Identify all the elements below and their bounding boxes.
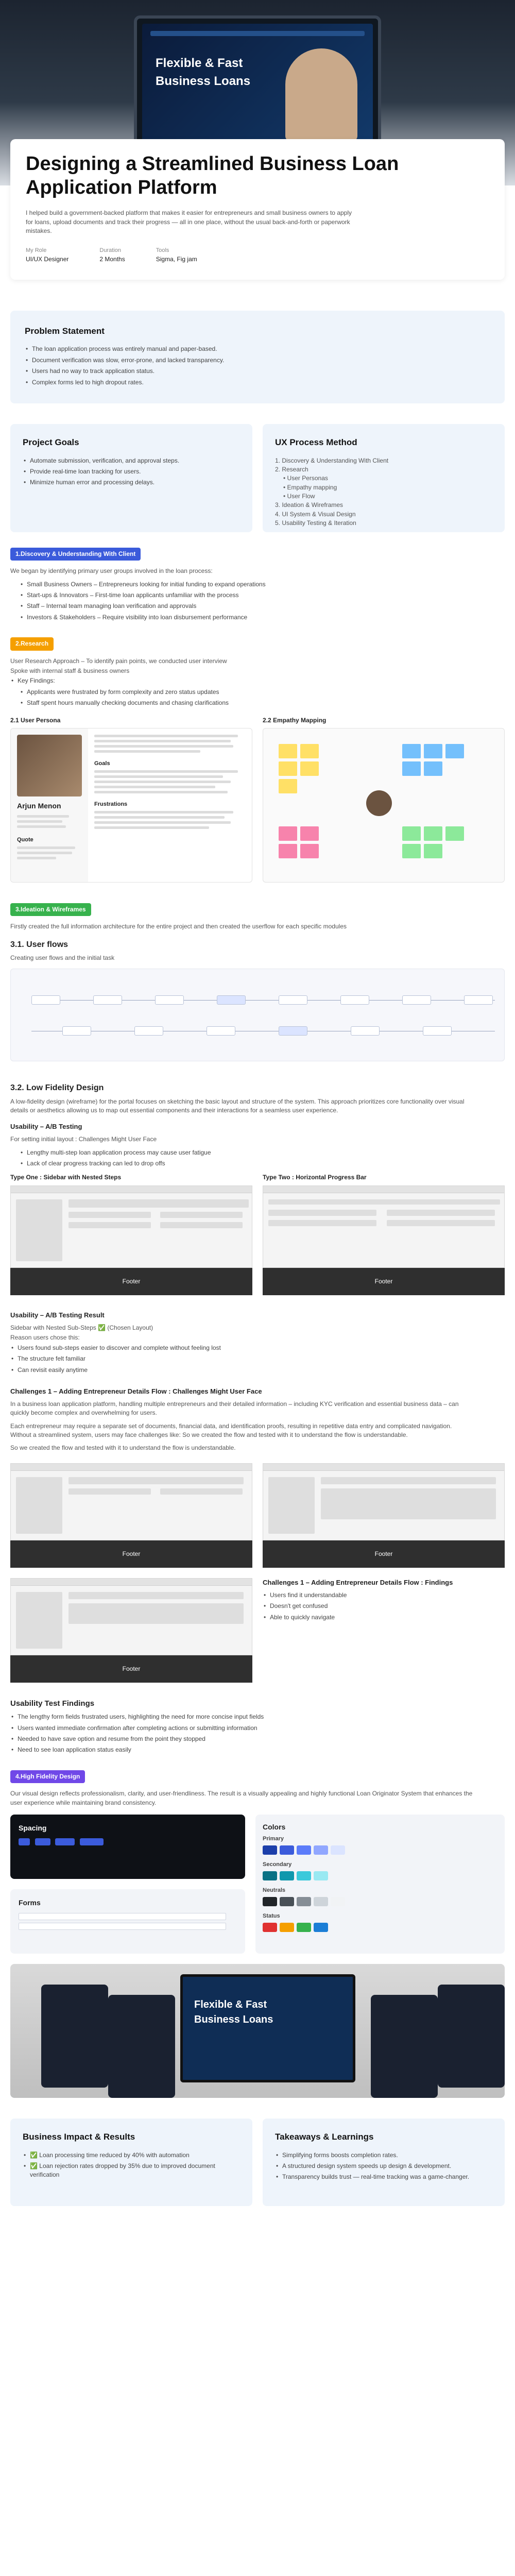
title-card — [10, 139, 505, 280]
persona-right — [88, 728, 252, 882]
list-item: • The loan application process was entirely manual and paper-based. — [25, 345, 490, 353]
wireframe-frame — [263, 1463, 505, 1540]
list-item: • Staff spent hours manually checking documents and chasing clarifications — [20, 699, 505, 707]
ab-text: For setting initial layout : Challenges Might User Face — [10, 1136, 157, 1143]
wireframe-topbar — [11, 1579, 252, 1586]
meta-duration — [99, 247, 125, 264]
goals-heading: Project Goals — [23, 437, 79, 447]
challenge-findings-heading: Challenges 1 – Adding Entrepreneur Details Flow : Findings — [263, 1579, 453, 1587]
process-item: 3. Ideation & Wireframes — [275, 501, 344, 509]
text-line — [94, 826, 209, 829]
color-group-label: Primary — [263, 1836, 284, 1842]
sticky-note — [424, 744, 442, 758]
wireframe-block — [160, 1222, 243, 1228]
problem-list — [25, 345, 490, 387]
list-item: • Automate submission, verification, and approval steps. — [23, 456, 240, 465]
goals-box — [10, 424, 252, 532]
style-guide-row — [10, 1815, 505, 1954]
flow-node — [155, 995, 184, 1005]
takeaways-heading: Takeaways & Learnings — [275, 2131, 374, 2142]
ab-result-heading: Usability – A/B Testing Result — [10, 1311, 105, 1319]
flow-node — [402, 995, 431, 1005]
meta-value: UI/UX Designer — [26, 256, 69, 263]
list-item: • The lengthy form fields frustrated users, highlighting the need for more concise input fields — [10, 1713, 505, 1721]
wireframe-footer: Footer — [10, 1540, 252, 1568]
sticky-note — [445, 826, 464, 841]
text-line — [94, 745, 233, 748]
text-line — [94, 750, 200, 753]
ideation-pill: 3.Ideation & Wireframes — [10, 903, 91, 916]
colors-panel — [255, 1815, 505, 1954]
flow-node — [93, 995, 122, 1005]
sticky-note — [279, 779, 297, 793]
process-item: • User Personas — [283, 474, 328, 482]
process-item: 2. Research — [275, 465, 308, 473]
meta-value: 2 Months — [99, 256, 125, 263]
spacing-swatch — [80, 1838, 104, 1845]
discovery-list — [10, 580, 505, 622]
ab-result-list — [10, 1344, 505, 1375]
sticky-note — [402, 761, 421, 776]
persona-name: Arjun Menon — [17, 801, 61, 810]
list-item: • Can revisit easily anytime — [10, 1366, 505, 1375]
color-group-label: Status — [263, 1912, 280, 1919]
wireframe-block — [387, 1210, 495, 1216]
flow-node — [464, 995, 493, 1005]
color-swatch — [331, 1845, 345, 1855]
flow-node — [351, 1026, 380, 1036]
color-swatch — [297, 1845, 311, 1855]
color-group-label: Neutrals — [263, 1887, 286, 1893]
persona-left — [11, 728, 88, 882]
takeaways-list — [275, 2151, 492, 2182]
list-item: • Provide real-time loan tracking for users. — [23, 467, 240, 476]
wireframe-sidebar — [16, 1592, 62, 1649]
sticky-note — [300, 761, 319, 776]
wireframe-topbar — [11, 1464, 252, 1471]
screen-person-image — [285, 48, 357, 141]
wireframe-sidebar — [268, 1477, 315, 1534]
ab-wireframes-row — [10, 1173, 505, 1295]
process-heading: UX Process Method — [275, 437, 357, 447]
text-line — [94, 775, 223, 778]
color-swatch — [314, 1871, 328, 1880]
sticky-note — [424, 761, 442, 776]
challenge-wireframes-row — [10, 1463, 505, 1568]
mockup-device — [371, 1995, 438, 2098]
sticky-note — [279, 744, 297, 758]
challenge-findings — [263, 1578, 505, 1683]
persona-card — [10, 728, 252, 883]
ideation-section — [0, 903, 515, 1755]
list-item: • Users find it understandable — [263, 1591, 505, 1600]
wireframe-frame — [263, 1185, 505, 1268]
persona-photo — [17, 735, 82, 796]
color-swatch — [263, 1871, 277, 1880]
takeaways-box — [263, 2119, 505, 2206]
flow-node — [62, 1026, 91, 1036]
text-line — [94, 791, 228, 793]
list-item: • ✅ Loan processing time reduced by 40% with automation — [23, 2151, 240, 2160]
text-line — [94, 735, 238, 737]
list-item: • Users had no way to track application status. — [25, 367, 490, 376]
flow-node — [340, 995, 369, 1005]
goals-list — [23, 456, 240, 487]
wireframe-block — [268, 1220, 376, 1226]
sticky-note — [424, 844, 442, 858]
color-swatch — [331, 1897, 345, 1906]
sticky-note — [402, 826, 421, 841]
intro-text: I helped build a government-backed platform that makes it easier for entrepreneurs and small business owners to apply for loans, upload documents and track their progress — all in one place, without the usual back-and-forth or paperwork mistakes. — [26, 209, 352, 234]
userflow-text: Creating user flows and the initial task — [10, 954, 115, 961]
wireframe-sidebar — [16, 1477, 62, 1534]
color-swatch — [280, 1845, 294, 1855]
empathy-column — [263, 716, 505, 883]
screen-headline: Flexible & Fast Business Loans — [156, 56, 251, 88]
list-item: • Needed to have save option and resume from the point they stopped — [10, 1735, 505, 1743]
wireframe-block — [387, 1220, 495, 1226]
process-item: 5. Usability Testing & Iteration — [275, 519, 356, 527]
flow-node — [217, 995, 246, 1005]
text-line — [17, 857, 56, 859]
hifi-text: Our visual design reflects professionalism, clarity, and user-friendliness. The result is a visually appealing and highly functional Loan Originator System that enhances the user experience while maintaining brand consistency. — [10, 1790, 473, 1806]
list-item: • Applicants were frustrated by form complexity and zero status updates — [20, 688, 505, 697]
findings-list — [10, 1713, 505, 1755]
sticky-note — [424, 826, 442, 841]
meta-value: Sigma, Fig jam — [156, 256, 197, 263]
spacing-swatch — [55, 1838, 75, 1845]
style-guide-left — [10, 1815, 245, 1954]
mockup-monitor — [180, 1974, 355, 2082]
process-item: • User Flow — [283, 493, 315, 500]
list-item: • The structure felt familiar — [10, 1354, 505, 1363]
wireframe-footer: Footer — [263, 1268, 505, 1295]
ideation-text: Firstly created the full information architecture for the entire project and then created the userflow for each specific modules — [10, 923, 347, 930]
wireframe-frame — [10, 1578, 252, 1655]
goals-process-section — [0, 424, 515, 532]
lofi-heading: 3.2. Low Fidelity Design — [10, 1083, 104, 1093]
wireframe-block — [160, 1488, 243, 1495]
research-pill: 2.Research — [10, 637, 54, 650]
color-swatch — [314, 1845, 328, 1855]
text-line — [17, 846, 75, 849]
wireframe-label: Type One : Sidebar with Nested Steps — [10, 1174, 122, 1181]
list-item: • A structured design system speeds up design & development. — [275, 2162, 492, 2171]
text-line — [94, 821, 231, 824]
meta-label: Tools — [156, 247, 169, 254]
research-text: User Research Approach – To identify pain points, we conducted user interview — [10, 657, 227, 665]
color-swatch — [280, 1897, 294, 1906]
text-line — [94, 770, 238, 773]
text-line — [94, 781, 231, 783]
forms-heading: Forms — [19, 1898, 41, 1907]
form-field-sample — [19, 1923, 226, 1930]
sticky-note — [402, 844, 421, 858]
persona-goals-heading: Goals — [94, 760, 110, 767]
list-item: • ✅ Loan rejection rates dropped by 35% due to improved document verification — [23, 2162, 240, 2180]
challenge-findings-list — [263, 1591, 505, 1622]
colors-heading: Colors — [263, 1822, 286, 1831]
mockup-headline: Flexible & Fast Business Loans — [194, 1998, 273, 2025]
list-item: • Transparency builds trust — real-time tracking was a game-changer. — [275, 2173, 492, 2181]
wireframe-block — [321, 1477, 496, 1484]
meta-label: My Role — [26, 247, 47, 254]
wireframe-frame — [10, 1463, 252, 1540]
meta-tools — [156, 247, 197, 264]
text-line — [94, 816, 225, 819]
wireframe-footer: Footer — [10, 1655, 252, 1683]
flow-node — [31, 995, 60, 1005]
list-item: • Doesn't get confused — [263, 1602, 505, 1611]
flow-node — [134, 1026, 163, 1036]
process-box — [263, 424, 505, 532]
color-swatch — [263, 1845, 277, 1855]
wireframe-topbar — [263, 1186, 504, 1193]
wireframe-footer: Footer — [263, 1540, 505, 1568]
challenge-text: Each entrepreneur may require a separate set of documents, financial data, and identification proofs, resulting in repetitive data entry and complicated navigation. Without a streamlined system, users may face challenges like: So we created the flow and tested with it to understand the flow is understandable. — [10, 1422, 452, 1438]
process-item: 4. UI System & Visual Design — [275, 510, 356, 518]
mockup-device — [108, 1995, 175, 2098]
color-swatch — [280, 1871, 294, 1880]
sticky-note — [402, 744, 421, 758]
lofi-text: A low-fidelity design (wireframe) for the portal focuses on sketching the basic layout and structure of the system. This approach prioritizes core functionality over visual details or aesthetics allowing us to map out essential components and their interactions for a seamless user experience. — [10, 1097, 465, 1114]
meta-role — [26, 247, 68, 264]
challenge-text: So we created the flow and tested with it to understand the flow is understandable. — [10, 1444, 236, 1452]
spacing-panel — [10, 1815, 245, 1879]
sticky-note — [300, 844, 319, 858]
empathy-map-board — [263, 728, 505, 883]
list-item: • Small Business Owners – Entrepreneurs looking for initial funding to expand operations — [20, 580, 505, 589]
list-item: • Simplifying forms boosts completion rates. — [275, 2151, 492, 2160]
empathy-caption: 2.2 Empathy Mapping — [263, 716, 327, 724]
persona-caption: 2.1 User Persona — [10, 716, 61, 724]
wireframe-type-one — [10, 1173, 252, 1295]
sticky-note — [445, 744, 464, 758]
problem-box — [10, 311, 505, 403]
wireframe-progress — [268, 1199, 500, 1205]
list-item: • Staff – Internal team managing loan verification and approvals — [20, 602, 505, 611]
list-item: • Users wanted immediate confirmation after completing actions or submitting information — [10, 1724, 505, 1733]
list-item: • Lack of clear progress tracking can led to drop offs — [20, 1159, 505, 1168]
wireframe-type-two — [263, 1173, 505, 1295]
results-section — [0, 2119, 515, 2206]
wireframe-block — [268, 1210, 376, 1216]
text-line — [94, 786, 215, 788]
page-title: Designing a Streamlined Business Loan Application Platform — [26, 153, 399, 198]
form-field-sample — [19, 1913, 226, 1920]
persona-empathy-row — [10, 716, 505, 883]
color-swatch — [297, 1897, 311, 1906]
empathy-avatar — [366, 790, 392, 816]
text-line — [17, 820, 62, 823]
color-swatch — [263, 1897, 277, 1906]
flow-node — [279, 995, 307, 1005]
text-line — [17, 825, 66, 828]
list-item: • Key Findings: — [10, 676, 505, 685]
wireframe-footer: Footer — [10, 1268, 252, 1295]
research-text: Spoke with internal staff & business owners — [10, 667, 130, 675]
persona-quote-heading: Quote — [17, 837, 33, 843]
sticky-note — [279, 826, 297, 841]
impact-heading: Business Impact & Results — [23, 2131, 135, 2142]
mockup-device — [438, 1985, 505, 2088]
color-swatch — [314, 1897, 328, 1906]
problem-section — [0, 311, 515, 403]
sticky-note — [300, 744, 319, 758]
project-meta — [26, 247, 489, 264]
discovery-text: We began by identifying primary user groups involved in the loan process: — [10, 567, 213, 575]
text-line — [17, 852, 72, 854]
user-flow-diagram — [10, 969, 505, 1061]
list-item: • Need to see loan application status easily — [10, 1745, 505, 1754]
spacing-swatch — [35, 1838, 50, 1845]
challenge-findings-row — [10, 1578, 505, 1683]
sticky-note — [279, 761, 297, 776]
problem-heading: Problem Statement — [25, 326, 105, 336]
list-item: • Complex forms led to high dropout rates. — [25, 378, 490, 387]
list-item: • Investors & Stakeholders – Require visibility into loan disbursement performance — [20, 613, 505, 622]
flow-node — [279, 1026, 307, 1036]
list-item: • Users found sub-steps easier to discover and complete without feeling lost — [10, 1344, 505, 1352]
list-item: • Document verification was slow, error-prone, and lacked transparency. — [25, 356, 490, 365]
wireframe-block — [68, 1212, 151, 1218]
discovery-pill: 1.Discovery & Understanding With Client — [10, 548, 141, 561]
wireframe-label: Type Two : Horizontal Progress Bar — [263, 1174, 367, 1181]
wireframe-block — [68, 1592, 244, 1599]
wireframe-block — [160, 1212, 243, 1218]
findings-heading: Usability Test Findings — [10, 1699, 95, 1708]
challenge-wireframe — [10, 1463, 252, 1568]
wireframe-frame — [10, 1185, 252, 1268]
impact-box — [10, 2119, 252, 2206]
flow-node — [207, 1026, 235, 1036]
final-mockup-image — [10, 1964, 505, 2098]
research-findings — [10, 676, 505, 707]
flow-node — [423, 1026, 452, 1036]
color-swatch — [280, 1923, 294, 1932]
wireframe-sidebar — [16, 1199, 62, 1261]
challenge-heading: Challenges 1 – Adding Entrepreneur Details Flow : Challenges Might User Face — [10, 1387, 262, 1395]
text-line — [94, 740, 231, 742]
process-item: • Empathy mapping — [283, 483, 337, 491]
text-line — [94, 811, 233, 814]
color-swatch — [263, 1923, 277, 1932]
text-line — [17, 815, 69, 818]
ab-list — [10, 1148, 505, 1168]
hifi-section — [0, 1770, 515, 1954]
impact-list — [23, 2151, 240, 2180]
forms-panel — [10, 1889, 245, 1954]
discovery-section — [0, 548, 515, 622]
wireframe-block — [68, 1477, 244, 1484]
list-item: • Minimize human error and processing delays. — [23, 478, 240, 487]
persona-column — [10, 716, 252, 883]
wireframe-block — [321, 1488, 496, 1519]
challenge-wireframe — [263, 1463, 505, 1568]
color-swatch — [297, 1923, 311, 1932]
spacing-heading: Spacing — [19, 1823, 47, 1832]
spacing-swatch — [19, 1838, 30, 1845]
process-item: 1. Discovery & Understanding With Client — [275, 456, 389, 464]
list-item: • Able to quickly navigate — [263, 1613, 505, 1622]
persona-frustrations-heading: Frustrations — [94, 801, 128, 807]
challenge-text: In a business loan application platform, handling multiple entrepreneurs and their detailed information – including KYC verification and essential business data – can quickly become complex and overwhelming for users. — [10, 1400, 459, 1417]
ab-result-text: Sidebar with Nested Sub-Steps ✅ (Chosen Layout) — [10, 1324, 153, 1331]
userflow-heading: 3.1. User flows — [10, 940, 68, 949]
wireframe-block — [68, 1199, 249, 1208]
wireframe-block — [68, 1222, 151, 1228]
screen-nav-bar — [150, 31, 365, 36]
ab-result-text: Reason users chose this: — [10, 1334, 80, 1342]
sticky-note — [300, 826, 319, 841]
challenge-wireframe — [10, 1578, 252, 1683]
list-item: • Start-ups & Innovators – First-time loan applicants unfamiliar with the process — [20, 591, 505, 600]
color-swatch — [297, 1871, 311, 1880]
hifi-pill: 4.High Fidelity Design — [10, 1770, 85, 1783]
color-swatch — [314, 1923, 328, 1932]
wireframe-topbar — [263, 1464, 504, 1471]
wireframe-topbar — [11, 1186, 252, 1193]
laptop-screen — [142, 24, 373, 157]
wireframe-block — [68, 1488, 151, 1495]
ab-heading: Usability – A/B Testing — [10, 1123, 82, 1131]
color-group-label: Secondary — [263, 1861, 292, 1868]
list-item: • Lengthy multi-step loan application process may cause user fatigue — [20, 1148, 505, 1157]
meta-label: Duration — [99, 247, 121, 254]
mockup-device — [41, 1985, 108, 2088]
wireframe-block — [68, 1603, 244, 1624]
sticky-note — [279, 844, 297, 858]
research-section — [0, 637, 515, 883]
